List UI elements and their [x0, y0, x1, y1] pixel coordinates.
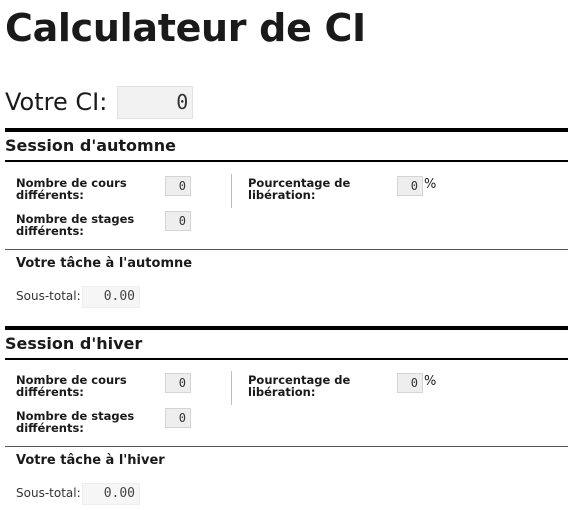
session-fall	[5, 128, 568, 310]
internships-label: Nombre de stages différents:	[16, 409, 135, 435]
courses-label: Nombre de cours différents:	[16, 176, 127, 202]
column-divider	[231, 371, 232, 405]
courses-label: Nombre de cours différents:	[16, 373, 127, 399]
ci-value-field[interactable]: 0	[117, 86, 193, 119]
session-title: Session d'automne	[5, 136, 176, 155]
internships-label: Nombre de stages différents:	[16, 212, 135, 238]
percent-sign: %	[424, 374, 437, 389]
task-heading: Votre tâche à l'automne	[16, 256, 193, 271]
courses-input[interactable]: 0	[165, 373, 191, 393]
percent-sign: %	[424, 177, 437, 192]
ci-row	[5, 85, 193, 119]
internships-input[interactable]: 0	[165, 211, 191, 231]
session-title: Session d'hiver	[5, 334, 143, 353]
subtotal-label: Sous-total:	[16, 289, 81, 303]
task-heading: Votre tâche à l'hiver	[16, 453, 165, 468]
release-label: Pourcentage de libération:	[248, 373, 351, 399]
column-divider	[231, 174, 232, 208]
subtotal-value: 0.00	[82, 483, 140, 505]
internships-input[interactable]: 0	[165, 408, 191, 428]
session-winter	[5, 326, 568, 508]
release-input[interactable]: 0	[397, 373, 423, 393]
release-label: Pourcentage de libération:	[248, 176, 351, 202]
session-heading	[5, 128, 568, 162]
section-divider	[5, 446, 568, 447]
release-input[interactable]: 0	[397, 176, 423, 196]
section-divider	[5, 249, 568, 250]
session-heading	[5, 326, 568, 360]
ci-label: Votre CI:	[5, 88, 108, 116]
subtotal-label: Sous-total:	[16, 486, 81, 500]
page-title: Calculateur de CI	[5, 6, 366, 50]
subtotal-value: 0.00	[82, 286, 140, 308]
courses-input[interactable]: 0	[165, 176, 191, 196]
